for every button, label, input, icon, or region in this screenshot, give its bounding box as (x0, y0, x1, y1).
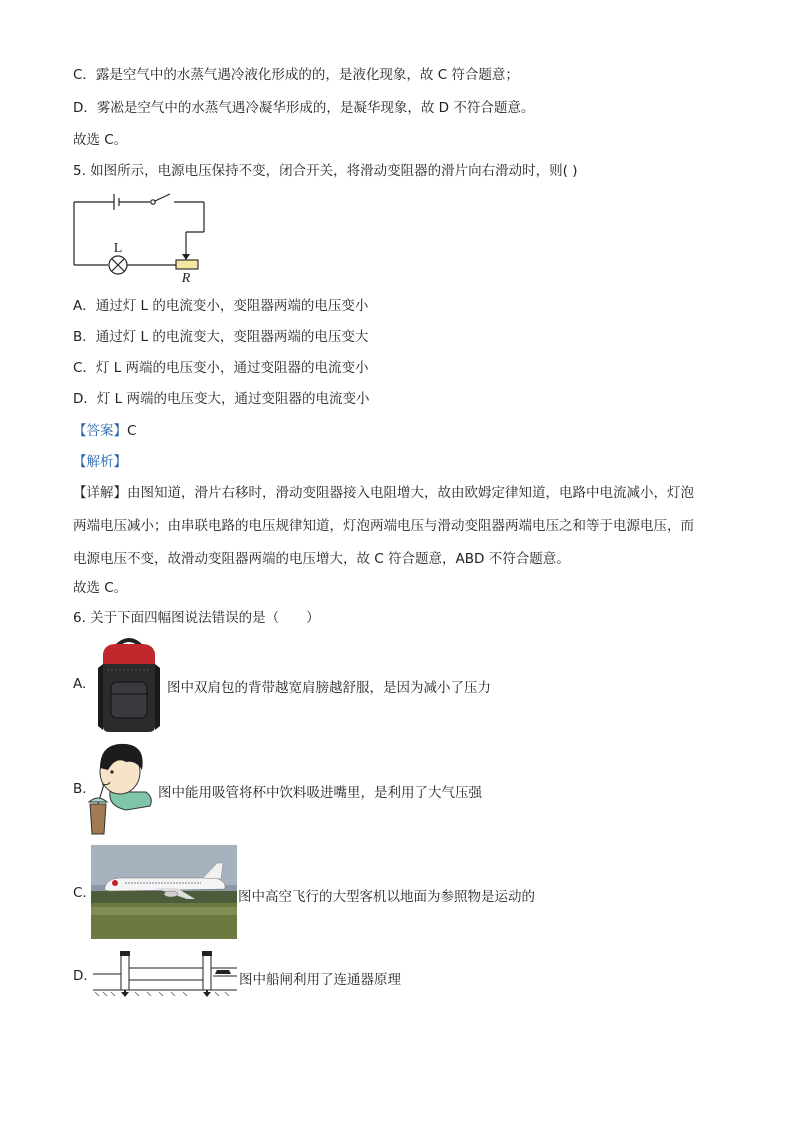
lamp-label: L (113, 241, 123, 256)
boy-drinking-image (88, 740, 158, 838)
analysis-line (73, 452, 127, 472)
q6-option-b-letter: B. (73, 781, 87, 797)
q5-option-a: A．通过灯 L 的电流变小，变阻器两端的电压变小 (73, 298, 369, 314)
q6-option-a-text: 图中双肩包的背带越宽肩膀越舒服，是因为减小了压力 (167, 680, 491, 696)
analysis-tag: 【解析】 (73, 454, 127, 470)
prev-option-c: C．露是空气中的水蒸气遇冷液化形成的的，是液化现象，故 C 符合题意； (73, 67, 519, 83)
q6-option-b-text: 图中能用吸管将杯中饮料吸进嘴里，是利用了大气压强 (158, 785, 482, 801)
answer-value: C (127, 423, 137, 439)
q5-option-d: D．灯 L 两端的电压变大，通过变阻器的电流变小 (73, 391, 370, 407)
answer-line (73, 421, 136, 441)
q6-option-c-letter: C. (73, 885, 87, 901)
detail-line: 两端电压减小；由串联电路的电压规律知道，灯泡两端电压与滑动变阻器两端电压之和等于电源电压，而 (73, 518, 694, 534)
q5-option-b: B．通过灯 L 的电流变大，变阻器两端的电压变大 (73, 329, 369, 345)
rheostat (176, 260, 198, 269)
q6-option-d-letter: D. (73, 968, 88, 984)
airplane-image (91, 845, 237, 939)
answer-tag: 【答案】 (73, 423, 127, 439)
detail-tag: 【详解】 (73, 485, 127, 501)
resistor-label: R (181, 271, 191, 282)
ship-lock-image (91, 948, 237, 998)
prev-conclusion: 故选 C。 (73, 132, 128, 148)
q6-option-d-text: 图中船闸利用了连通器原理 (239, 972, 401, 988)
prev-option-d: D．雾凇是空气中的水蒸气遇冷凝华形成的，是凝华现象，故 D 不符合题意。 (73, 100, 535, 116)
detail-paragraph (73, 477, 723, 576)
q6-option-c-text: 图中高空飞行的大型客机以地面为参照物是运动的 (238, 889, 535, 905)
q6-stem: 6. 关于下面四幅图说法错误的是（ ） (73, 610, 320, 626)
backpack-image (95, 634, 163, 736)
switch-pivot (151, 200, 155, 204)
detail-line: 电源电压不变，故滑动变阻器两端的电压增大，故 C 符合题意，ABD 不符合题意。 (73, 551, 570, 567)
q5-stem: 5. 如图所示，电源电压保持不变，闭合开关，将滑动变阻器的滑片向右滑动时，则( ) (73, 163, 578, 179)
q6-option-a-letter: A. (73, 676, 87, 692)
detail-line: 【详解】由图知道，滑片右移时，滑动变阻器接入电阻增大，故由欧姆定律知道，电路中电流减小，灯泡 (73, 485, 694, 501)
q5-conclusion: 故选 C。 (73, 580, 128, 596)
q5-option-c: C．灯 L 两端的电压变小，通过变阻器的电流变小 (73, 360, 369, 376)
circuit-diagram (70, 190, 210, 282)
switch-blade (155, 194, 170, 201)
